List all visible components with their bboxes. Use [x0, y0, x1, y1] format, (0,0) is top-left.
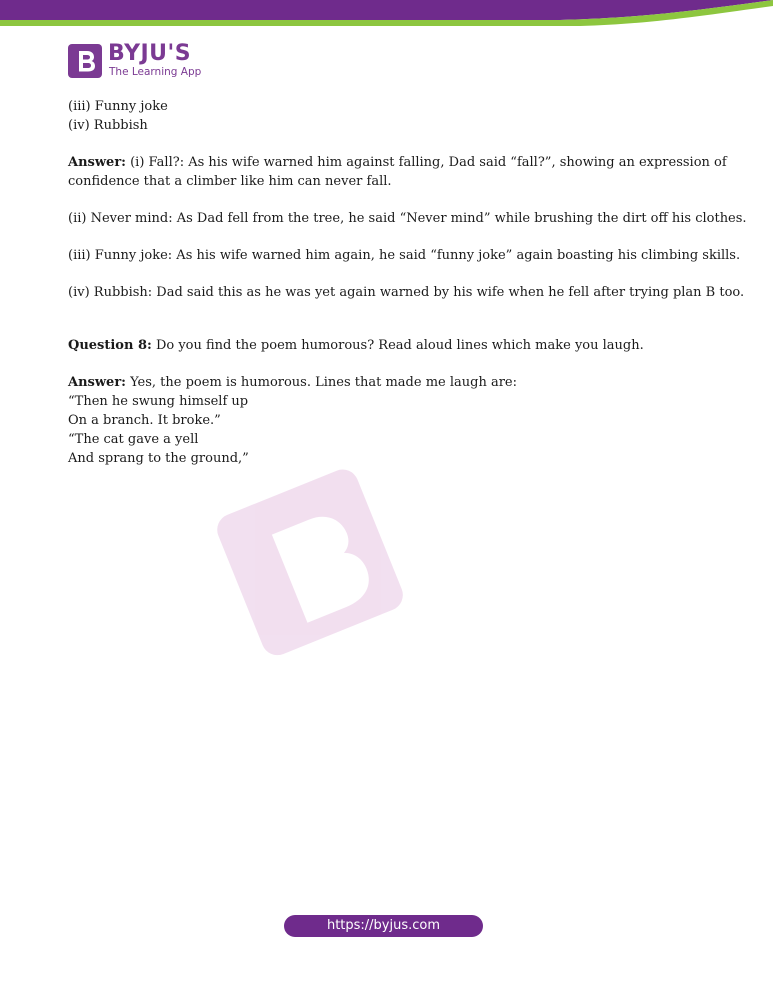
- header-color-band: [0, 0, 773, 26]
- footer-url-link[interactable]: https://byjus.com: [284, 915, 483, 937]
- list-item: (iv) Rubbish: [68, 118, 148, 133]
- answer-text: (i) Fall?: As his wife warned him against falling, Dad said “fall?”, showing an expression of: [125, 155, 727, 170]
- brand-name: BYJU'S: [108, 41, 192, 66]
- answer-paragraph: (iii) Funny joke: As his wife warned him again, he said “funny joke” again boasting his climbing skills.: [68, 248, 741, 263]
- poem-line: “The cat gave a yell: [68, 432, 199, 447]
- list-item: (iii) Funny joke: [68, 99, 168, 114]
- answer-text: Yes, the poem is humorous. Lines that made me laugh are:: [125, 375, 518, 390]
- question-text: Do you find the poem humorous? Read aloud lines which make you laugh.: [151, 338, 644, 353]
- brand-tagline: The Learning App: [109, 66, 202, 78]
- question-label: Question 8:: [68, 338, 152, 353]
- answer-text-continued: confidence that a climber like him can never fall.: [68, 174, 392, 189]
- poem-line: On a branch. It broke.”: [68, 413, 221, 428]
- answer-label: Answer:: [68, 155, 126, 170]
- answer-label: Answer:: [68, 375, 126, 390]
- answer-paragraph: (ii) Never mind: As Dad fell from the tree, he said “Never mind” while brushing the dirt off his clothes.: [68, 211, 747, 226]
- question-heading: [68, 336, 708, 355]
- answer-paragraph: [68, 153, 727, 172]
- document-body: [68, 97, 747, 468]
- answer-paragraph: [68, 373, 708, 392]
- poem-line: And sprang to the ground,”: [68, 451, 249, 466]
- answer-paragraph: (iv) Rubbish: Dad said this as he was yet again warned by his wife when he fell after trying plan B too.: [68, 285, 745, 300]
- poem-line: “Then he swung himself up: [68, 394, 249, 409]
- logo-b-icon: [68, 44, 102, 78]
